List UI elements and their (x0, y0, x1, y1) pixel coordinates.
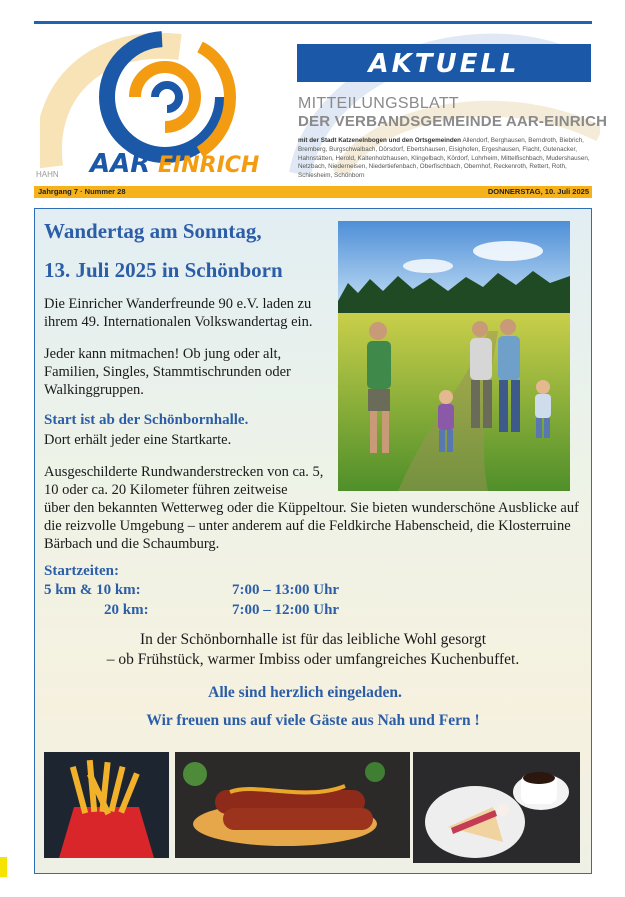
verbandsgemeinde-title: DER VERBANDSGEMEINDE AAR-EINRICH (298, 113, 608, 130)
gemeinden-intro: mit der Stadt Katzenelnbogen und den Ortsgemeinden (298, 137, 462, 144)
hiking-family-photo (338, 221, 570, 491)
participation-text: Jeder kann mitmachen! Ob jung oder alt, Familien, Singles, Stammtischrunden oder Walkinggruppen. (44, 346, 291, 398)
start-time-value: 7:00 – 12:00 Uhr (232, 602, 340, 618)
fries-photo (44, 752, 169, 858)
gemeinden-list (298, 137, 590, 181)
catering-line-2: – ob Frühstück, warmer Imbiss oder umfangreiches Kuchenbuffet. (106, 651, 520, 668)
start-text: Dort erhält jeder eine Startkarte. (44, 432, 232, 448)
routes-text-2: über den bekannten Wetterweg oder die Küppeltour. Sie bieten wunderschöne Ausblicke auf die reizvolle Umgebung – unter anderem auf die Feldkirche Habenscheid, die Klosterruine Bärbach und die Schaumburg. (44, 500, 579, 552)
issue-number: Jahrgang 7 · Nummer 28 (38, 187, 126, 196)
start-time-label: 20 km: (104, 602, 149, 618)
aktuell-title: AKTUELL (368, 49, 520, 79)
catering-line-1: In der Schönbornhalle ist für das leibliche Wohl gesorgt (140, 631, 486, 648)
start-heading: Start ist ab der Schönbornhalle. (44, 412, 249, 428)
gemeinden-names: Allendorf, Berghausen, Berndroth, Biebrich, Bremberg, Burgschwalbach, Dörsdorf, Ebertshausen, Eisighofen, Ergeshausen, Flacht, Gutenacker, Hahnstätten, Herold, Kaltenholzhausen, Klingelbach, Kördorf, Lohrheim, Mittelfischbach, Mudershausen, Netzbach, Niederneisen, Niedertiefenbach, Oberfischbach, Obernhof, Reckenroth, Rettert, Roth, Schiesheim, Schönborn (298, 137, 590, 180)
invitation-text: Alle sind herzlich eingeladen. (208, 684, 402, 701)
start-time-label: 5 km & 10 km: (44, 582, 141, 598)
mitteilungsblatt-title: MITTEILUNGSBLATT (298, 95, 459, 112)
start-times-heading: Startzeiten: (44, 563, 119, 579)
hahn-label: HAHN (36, 170, 59, 179)
routes-text-1: Ausgeschilderte Rundwanderstrecken von ca. 5, 10 oder ca. 20 Kilometer führen zeitweise (44, 464, 324, 498)
closing-text: Wir freuen uns auf viele Gäste aus Nah und Fern ! (146, 712, 480, 729)
catering-text (40, 630, 586, 670)
sausage-photo (175, 752, 410, 858)
headline-line-2: 13. Juli 2025 in Schönborn (44, 258, 283, 282)
start-time-value: 7:00 – 13:00 Uhr (232, 582, 340, 598)
logo-text-einrich: EINRICH (158, 153, 260, 178)
headline-line-1: Wandertag am Sonntag, (44, 219, 262, 243)
page-edge-marker (0, 857, 7, 877)
aar-einrich-logo (40, 27, 290, 187)
intro-text: Die Einricher Wanderfreunde 90 e.V. laden zu ihrem 49. Internationalen Volkswandertag ein. (44, 296, 313, 330)
logo-text-aar: AAR (90, 149, 151, 179)
issue-date: DONNERSTAG, 10. Juli 2025 (487, 187, 589, 196)
cake-coffee-photo (413, 752, 580, 863)
